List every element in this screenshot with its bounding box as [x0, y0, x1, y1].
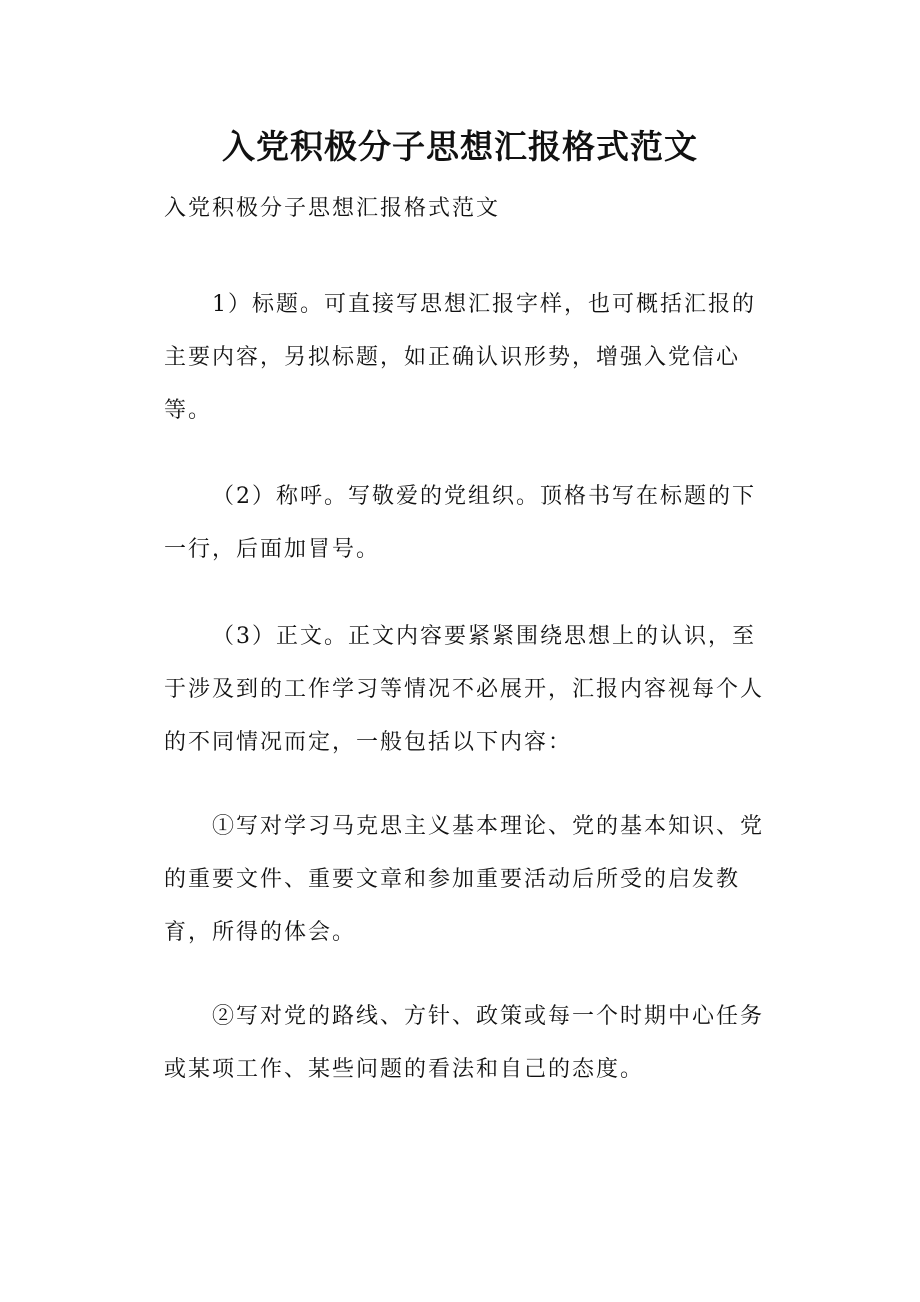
document-title: 入党积极分子思想汇报格式范文	[222, 127, 698, 166]
paragraph-item-1: ①写对学习马克思主义基本理论、党的基本知识、党的重要文件、重要文章和参加重要活动后所受的启发教育，所得的体会。	[164, 814, 765, 945]
document-subtitle: 入党积极分子思想汇报格式范文	[164, 196, 501, 221]
paragraph-body-section: （3）正文。正文内容要紧紧围绕思想上的认识，至于涉及到的工作学习等情况不必展开，汇报内容视每个人的不同情况而定，一般包括以下内容：	[164, 624, 765, 755]
paragraph-title-section: 1）标题。可直接写思想汇报字样，也可概括汇报的主要内容，另拟标题，如正确认识形势，增强入党信心等。	[164, 292, 756, 423]
paragraph-item-2: ②写对党的路线、方针、政策或每一个时期中心任务或某项工作、某些问题的看法和自己的态度。	[164, 1004, 765, 1082]
paragraph-salutation-section: （2）称呼。写敬爱的党组织。顶格书写在标题的下一行，后面加冒号。	[164, 484, 756, 562]
